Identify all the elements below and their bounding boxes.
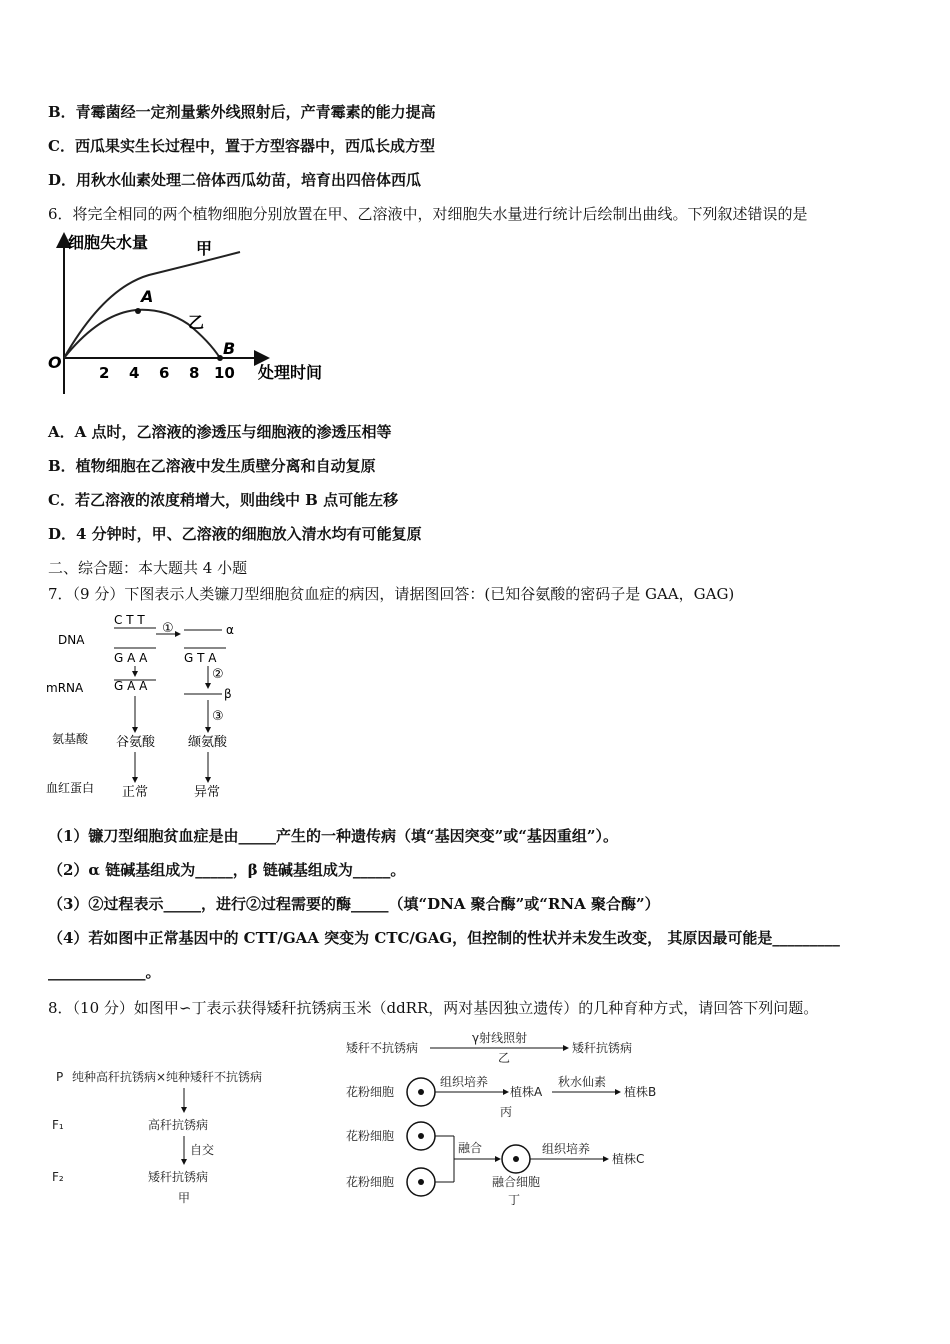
row-mrna: mRNA [46, 681, 84, 695]
aa-normal: 谷氨酸 [116, 735, 156, 750]
r2-name: 丙 [500, 1105, 513, 1119]
q7-sub4: （4）若如图中正常基因中的 CTT/GAA 突变为 CTC/GAG，但控制的性状并未发生改变， 其原因最可能是_________ [48, 929, 840, 947]
curve-jia-label: 甲 [196, 239, 213, 258]
point-b-label: B [223, 339, 236, 358]
x-label: 处理时间 [258, 363, 323, 382]
breeding-diagram-right [340, 1026, 680, 1216]
f1-text: 高秆抗锈病 [148, 1118, 209, 1132]
r2-op2: 秋水仙素 [558, 1075, 607, 1089]
r3-from1: 花粉细胞 [346, 1129, 395, 1143]
x-tick-label: 4 [129, 364, 140, 382]
section2-title: 二、综合题：本大题共 4 小题 [48, 559, 248, 577]
q7-sub3: （3）②过程表示_____，进行②过程需要的酶_____（填“DNA 聚合酶”或“RNA 聚合酶”） [48, 895, 660, 913]
p-cross: 纯种高秆抗锈病×纯种矮秆不抗锈病 [72, 1070, 263, 1084]
r1-from: 矮秆不抗锈病 [346, 1041, 419, 1055]
r3-to: 植株C [612, 1152, 645, 1166]
q6-stem: 6．将完全相同的两个植物细胞分别放置在甲、乙溶液中，对细胞失水量进行统计后绘制出曲线。下列叙述错误的是 [48, 205, 808, 223]
r3-op: 融合 [458, 1141, 483, 1155]
r1-to: 矮秆抗锈病 [572, 1041, 633, 1055]
r3-from2: 花粉细胞 [346, 1175, 395, 1189]
beta-label: β [224, 687, 232, 701]
point-a [135, 308, 141, 314]
q5-option-c: C．西瓜果实生长过程中，置于方型容器中，西瓜长成方型 [48, 137, 435, 155]
q5-option-d: D．用秋水仙素处理二倍体西瓜幼苗，培育出四倍体西瓜 [48, 171, 422, 189]
row-hemoglobin: 血红蛋白 [46, 781, 95, 795]
breeding-diagram-left [44, 1026, 344, 1216]
q7-sub1: （1）镰刀型细胞贫血症是由_____产生的一种遗传病（填“基因突变”或“基因重组”）。 [48, 827, 618, 845]
y-label: 细胞失水量 [68, 233, 149, 252]
x-tick-label: 10 [214, 364, 235, 382]
point-a-label: A [141, 287, 154, 306]
method-jia: 甲 [178, 1191, 191, 1205]
x-tick-label: 8 [189, 364, 200, 382]
r1-name: 乙 [498, 1051, 511, 1065]
alpha-label: α [226, 623, 234, 637]
curve-yi-label: 乙 [188, 313, 205, 332]
hb-abnormal: 异常 [194, 785, 221, 800]
r3-name: 丁 [508, 1193, 521, 1207]
x-tick-label: 6 [159, 364, 170, 382]
row-dna: DNA [58, 633, 85, 647]
r2-op: 组织培养 [440, 1075, 489, 1089]
self-cross: 自交 [190, 1143, 215, 1157]
q6-option-c: C．若乙溶液的浓度稍增大，则曲线中 B 点可能左移 [48, 491, 399, 509]
q6-option-a: A．A 点时，乙溶液的渗透压与细胞液的渗透压相等 [48, 423, 392, 441]
hb-normal: 正常 [122, 785, 149, 800]
q8-stem: 8．（10 分）如图甲∽丁表示获得矮秆抗锈病玉米（ddRR，两对基因独立遗传）的几种育种方式，请回答下列问题。 [48, 999, 819, 1017]
r3-mid: 融合细胞 [492, 1175, 541, 1189]
q5-option-b: B．青霉菌经一定剂量紫外线照射后，产青霉素的能力提高 [48, 103, 436, 121]
r2-to: 植株B [624, 1085, 657, 1099]
mrna-seq: G A A [114, 679, 148, 693]
q7-sub2: （2）α 链碱基组成为_____，β 链碱基组成为_____。 [48, 861, 406, 879]
q6-option-d: D．4 分钟时，甲、乙溶液的细胞放入清水均有可能复原 [48, 525, 422, 543]
step-1: ① [162, 621, 174, 636]
sickle-cell-diagram [44, 610, 264, 806]
aa-mutant: 缬氨酸 [188, 735, 228, 750]
mut-bottom: G T A [184, 651, 217, 665]
row-amino-acid: 氨基酸 [52, 732, 89, 746]
f2-text: 矮秆抗锈病 [148, 1170, 209, 1184]
water-loss-graph [44, 228, 344, 398]
p-label: P [56, 1070, 64, 1084]
r2-mid: 植株A [510, 1085, 543, 1099]
origin-label: O [48, 353, 62, 372]
x-tick-label: 2 [99, 364, 110, 382]
r3-op2: 组织培养 [542, 1142, 591, 1156]
q7-sub4-cont: _____________。 [48, 963, 161, 981]
r2-from: 花粉细胞 [346, 1085, 395, 1099]
step-2: ② [212, 667, 224, 682]
dna-bottom: G A A [114, 651, 148, 665]
f2-label: F₂ [52, 1170, 64, 1184]
dna-top: C T T [114, 613, 145, 627]
r1-op: γ射线照射 [472, 1031, 528, 1045]
q7-stem: 7．（9 分）下图表示人类镰刀型细胞贫血症的病因，请据图回答：(已知谷氨酸的密码子是 GAA，GAG) [48, 585, 735, 603]
f1-label: F₁ [52, 1118, 64, 1132]
q6-option-b: B．植物细胞在乙溶液中发生质壁分离和自动复原 [48, 457, 376, 475]
step-3: ③ [212, 709, 224, 724]
